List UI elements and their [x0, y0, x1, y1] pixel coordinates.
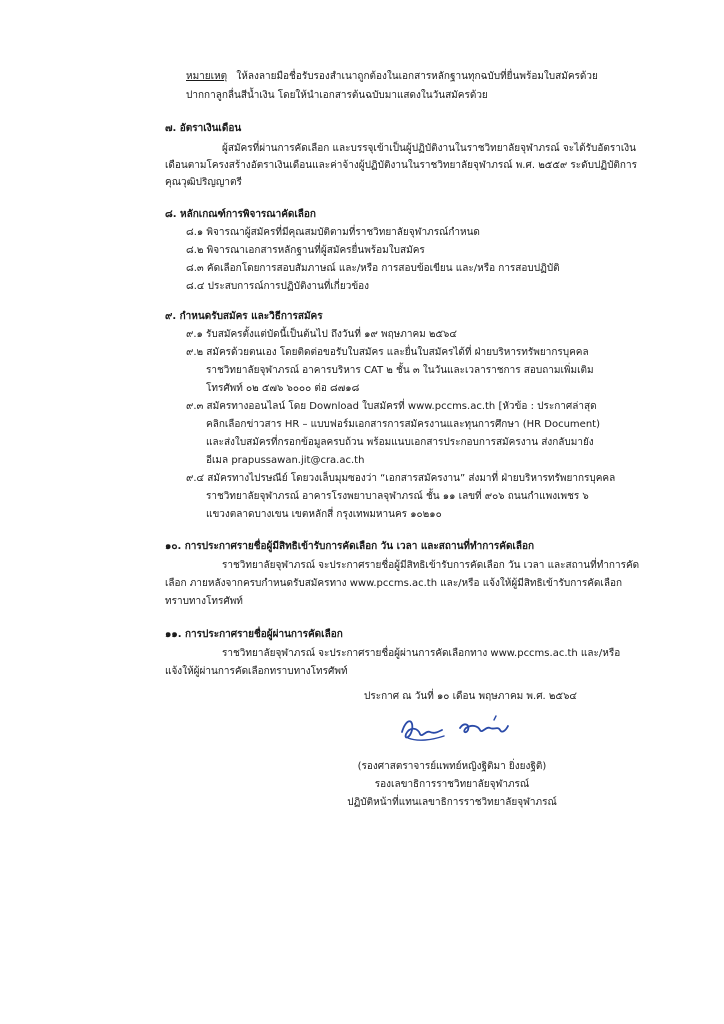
section-10-line-2: เลือก ภายหลังจากครบกำหนดรับสมัครทาง www.pccms.ac.th และ/หรือ แจ้งให้ผู้มีสิทธิเข้ารับการคัดเลือก: [165, 578, 623, 589]
signatory-title-1: รองเลขาธิการราชวิทยาลัยจุฬาภรณ์: [374, 779, 530, 790]
handwritten-signature: [396, 708, 536, 748]
section-8-item-1: ๘.๑ พิจารณาผู้สมัครที่มีคุณสมบัติตามที่ราชวิทยาลัยจุฬาภรณ์กำหนด: [186, 227, 480, 238]
section-9-item-2-line-2: ราชวิทยาลัยจุฬาภรณ์ อาคารบริหาร CAT ๒ ชั้น ๓ ในวันและเวลาราชการ สอบถามเพิ่มเติม: [206, 365, 594, 376]
section-8-item-2: ๘.๒ พิจารณาเอกสารหลักฐานที่ผู้สมัครยื่นพร้อมใบสมัคร: [186, 245, 425, 256]
section-9-item-3-line-3: และส่งใบสมัครที่กรอกข้อมูลครบถ้วน พร้อมแนบเอกสารประกอบการสมัครงาน ส่งกลับมายัง: [206, 437, 594, 448]
section-7-line-3: คุณวุฒิปริญญาตรี: [165, 177, 242, 188]
section-7-heading: ๗. อัตราเงินเดือน: [165, 123, 242, 134]
section-11-line-1: ราชวิทยาลัยจุฬาภรณ์ จะประกาศรายชื่อผู้ผ่านการคัดเลือกทาง www.pccms.ac.th และ/หรือ: [222, 648, 621, 659]
section-9-item-2-line-3: โทรศัพท์ ๐๒ ๕๗๖ ๖๐๐๐ ต่อ ๘๗๑๘: [206, 383, 360, 394]
section-9-item-3-line-4: อีเมล prapussawan.jit@cra.ac.th: [206, 455, 365, 466]
section-7-line-1: ผู้สมัครที่ผ่านการคัดเลือก และบรรจุเข้าเป็นผู้ปฏิบัติงานในราชวิทยาลัยจุฬาภรณ์ จะได้รับอัตราเงิน: [222, 143, 636, 154]
section-9-item-3-line-2: คลิกเลือกข่าวสาร HR – แบบฟอร์มเอกสารการสมัครงานและทุนการศึกษา (HR Document): [206, 419, 600, 430]
signatory-title-2: ปฏิบัติหน้าที่แทนเลขาธิการราชวิทยาลัยจุฬาภรณ์: [347, 797, 557, 808]
section-9-item-1: ๙.๑ รับสมัครตั้งแต่บัดนี้เป็นต้นไป ถึงวันที่ ๑๙ พฤษภาคม ๒๕๖๔: [186, 329, 457, 340]
note-line-1: [186, 68, 598, 86]
announcement-date: ประกาศ ณ วันที่ ๑๐ เดือน พฤษภาคม พ.ศ. ๒๕๖๔: [364, 691, 577, 702]
section-10-line-1: ราชวิทยาลัยจุฬาภรณ์ จะประกาศรายชื่อผู้มีสิทธิเข้ารับการคัดเลือก วัน เวลา และสถานที่ทำการคัด: [222, 560, 640, 571]
section-8-item-3: ๘.๓ คัดเลือกโดยการสอบสัมภาษณ์ และ/หรือ การสอบข้อเขียน และ/หรือ การสอบปฏิบัติ: [186, 263, 560, 274]
signatory-name: (รองศาสตราจารย์แพทย์หญิงฐิติมา ยิ่งยงฐิติ): [357, 761, 547, 772]
section-11-line-2: แจ้งให้ผู้ผ่านการคัดเลือกทราบทางโทรศัพท์: [165, 666, 348, 677]
section-8-heading: ๘. หลักเกณฑ์การพิจารณาคัดเลือก: [165, 209, 316, 220]
section-9-item-4-line-3: แขวงตลาดบางเขน เขตหลักสี่ กรุงเทพมหานคร ๑๐๒๑๐: [206, 509, 442, 520]
note-line-2: ปากกาลูกลื่นสีน้ำเงิน โดยให้นำเอกสารต้นฉบับมาแสดงในวันสมัครด้วย: [186, 90, 488, 101]
section-11-heading: ๑๑. การประกาศรายชื่อผู้ผ่านการคัดเลือก: [165, 629, 343, 640]
section-9-item-3-line-1: ๙.๓ สมัครทางออนไลน์ โดย Download ใบสมัครที่ www.pccms.ac.th [หัวข้อ : ประกาศล่าสุด: [186, 401, 597, 412]
section-8-item-4: ๘.๔ ประสบการณ์การปฏิบัติงานที่เกี่ยวข้อง: [186, 281, 370, 292]
section-10-heading: ๑๐. การประกาศรายชื่อผู้มีสิทธิเข้ารับการคัดเลือก วัน เวลา และสถานที่ทำการคัดเลือก: [165, 541, 535, 552]
section-9-item-4-line-1: ๙.๔ สมัครทางไปรษณีย์ โดยวงเล็บมุมซองว่า “เอกสารสมัครงาน” ส่งมาที่ ฝ่ายบริหารทรัพยากรบุคคล: [186, 473, 616, 484]
section-10-line-3: ทราบทางโทรศัพท์: [165, 596, 243, 607]
note-label: หมายเหตุ: [186, 71, 228, 82]
section-9-item-4-line-2: ราชวิทยาลัยจุฬาภรณ์ อาคารโรงพยาบาลจุฬาภรณ์ ชั้น ๑๑ เลขที่ ๙๐๖ ถนนกำแพงเพชร ๖: [206, 491, 589, 502]
note-text: ให้ลงลายมือชื่อรับรองสำเนาถูกต้องในเอกสารหลักฐานทุกฉบับที่ยื่นพร้อมใบสมัครด้วย: [236, 71, 598, 82]
section-9-heading: ๙. กำหนดรับสมัคร และวิธีการสมัคร: [165, 311, 323, 322]
section-7-line-2: เดือนตามโครงสร้างอัตราเงินเดือนและค่าจ้างผู้ปฏิบัติงานในราชวิทยาลัยจุฬาภรณ์ พ.ศ. ๒๕๕๙ ระดับปฏิบัติการ: [165, 160, 637, 171]
section-9-item-2-line-1: ๙.๒ สมัครด้วยตนเอง โดยติดต่อขอรับใบสมัคร และยื่นใบสมัครได้ที่ ฝ่ายบริหารทรัพยากรบุคคล: [186, 347, 589, 358]
